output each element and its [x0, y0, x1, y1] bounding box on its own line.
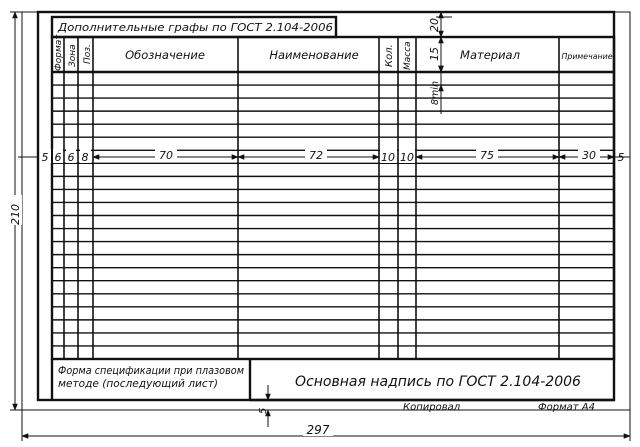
- dim-material-width: 75: [480, 149, 494, 162]
- col-mass-label: Масса: [403, 41, 413, 70]
- dim-left-margin: 5: [41, 151, 49, 164]
- dim-bottom-gap: 5: [258, 407, 269, 414]
- bottom-left-caption-line2: методе (последующий лист): [58, 378, 218, 390]
- dim-designation-width: 70: [159, 149, 173, 162]
- main-frame: [38, 12, 614, 400]
- dim-mass-width: 10: [400, 151, 414, 164]
- top-note: Дополнительные графы по ГОСТ 2.104-2006: [56, 21, 333, 34]
- dim-position-width: 8: [81, 151, 89, 164]
- dim-quantity-width: 10: [381, 151, 395, 164]
- dim-sheet-width: 297: [306, 423, 330, 437]
- dim-sheet-height: 210: [9, 204, 22, 225]
- col-format-label: Формат: [54, 34, 64, 71]
- col-zone-label: Зона: [68, 44, 78, 67]
- col-note-label: Примечание: [561, 52, 613, 61]
- table-rows: [52, 85, 614, 346]
- col-material-label: Материал: [460, 48, 520, 62]
- col-name-label: Наименование: [269, 48, 359, 62]
- dim-note-width: 30: [582, 149, 596, 162]
- col-position-label: Поз.: [83, 44, 93, 64]
- format-label: Формат А4: [538, 402, 595, 413]
- col-designation-label: Обозначение: [125, 48, 205, 62]
- title-block-note: Основная надпись по ГОСТ 2.104-2006: [295, 374, 581, 390]
- dim-right-margin: 5: [617, 151, 625, 164]
- copied-by-label: Копировал: [403, 402, 461, 413]
- dim-height-header: 15: [428, 47, 441, 61]
- dim-row-height: 8min: [430, 81, 441, 105]
- bottom-left-caption-line1: Форма спецификации при плазовом: [58, 365, 245, 377]
- dim-height-top: 20: [428, 18, 441, 32]
- dim-format-width: 6: [54, 151, 62, 164]
- dim-name-width: 72: [309, 149, 323, 162]
- col-quantity-label: Кол.: [384, 44, 395, 67]
- dim-zone-width: 6: [67, 151, 75, 164]
